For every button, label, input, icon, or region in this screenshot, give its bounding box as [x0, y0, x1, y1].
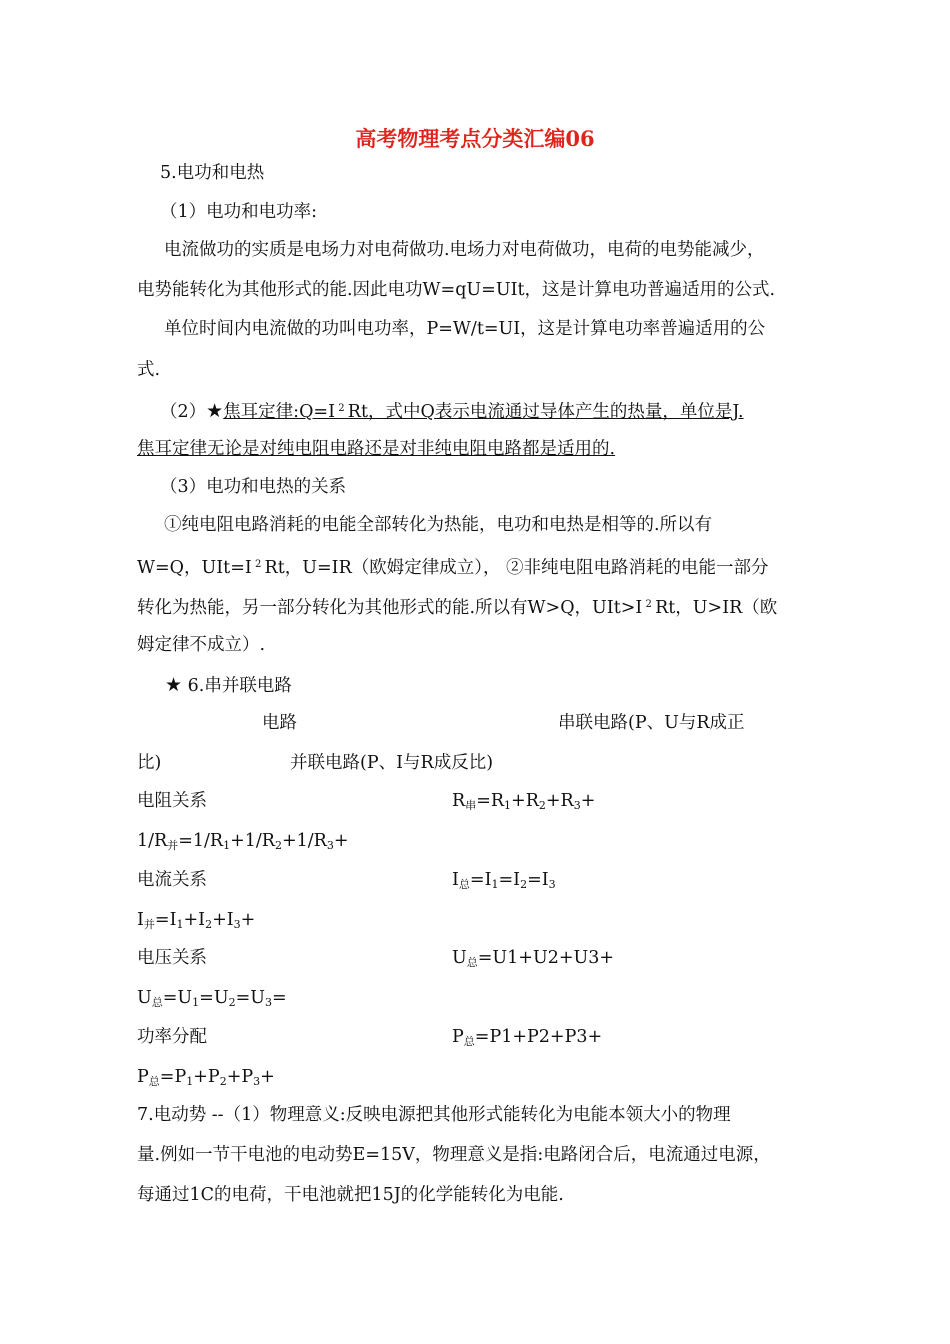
paragraph-line: 电流做功的实质是电场力对电荷做功.电场力对电荷做功，电荷的电势能减少，	[164, 240, 765, 260]
star-icon: ★	[165, 674, 183, 696]
joule-law-line	[160, 396, 744, 428]
joule-law-note: 焦耳定律无论是对纯电阻电路还是对非纯电阻电路都是适用的.	[137, 439, 616, 459]
subsection-3-heading: （3）电功和电热的关系	[160, 477, 347, 497]
row-label-voltage: 电压关系	[137, 948, 207, 968]
section-5-heading: 5.电功和电热	[160, 163, 265, 183]
paragraph-line: 电势能转化为其他形式的能.因此电功W=qU=UIt，这是计算电功普遍适用的公式.	[137, 280, 776, 300]
series-resistance-formula: $R_串=R_1+R_2+R_3+$	[452, 791, 596, 812]
table-header-series: 串联电路(P、U与R成正	[558, 713, 745, 733]
subsection-2-prefix: （2）	[160, 402, 207, 422]
section-6-heading: ★ 6.串并联电路	[165, 674, 292, 696]
row-label-current: 电流关系	[137, 870, 207, 890]
parallel-voltage-formula: $U_总=U_1=U_2=U_3=$	[137, 988, 287, 1009]
series-voltage-formula: $U_总=U1+U2+U3+$	[452, 948, 615, 969]
star-icon: ★	[206, 400, 224, 422]
parallel-power-formula: $P_总=P_1+P_2+P_3+$	[137, 1067, 275, 1088]
table-header-circuit: 电路	[262, 713, 297, 733]
parallel-current-formula: $I_并=I_1+I_2+I_3+$	[137, 910, 256, 931]
table-header-series-cont: 比)	[137, 753, 162, 773]
section-7-line: 7.电动势 --（1）物理意义:反映电源把其他形式能转化为电能本领大小的物理	[137, 1105, 731, 1125]
section-7-line: 每通过1C的电荷，干电池就把15J的化学能转化为电能.	[137, 1185, 564, 1205]
document-title: 高考物理考点分类汇编06	[355, 126, 595, 151]
subsection-1-heading: （1）电功和电功率:	[160, 202, 318, 222]
paragraph-line: 式.	[137, 360, 161, 380]
paragraph-line: 单位时间内电流做的功叫电功率，P=W/t=UI，这是计算电功率普遍适用的公	[164, 319, 766, 339]
series-power-formula: $P_总=P1+P2+P3+$	[452, 1027, 603, 1048]
section-7-line: 量.例如一节干电池的电动势E=15V，物理意义是指:电路闭合后，电流通过电源，	[137, 1145, 771, 1165]
paragraph-line: 转化为热能，另一部分转化为其他形式的能.所以有W>Q，UIt>I $^2$ Rt，U>IR（欧	[137, 598, 778, 618]
parallel-resistance-formula: $1/R_并=1/R_1+1/R_2+1/R_3+$	[137, 831, 349, 852]
series-current-formula: $I_总=I_1=I_2=I_3$	[452, 870, 556, 891]
row-label-resistance: 电阻关系	[137, 791, 207, 811]
joule-law-text: 焦耳定律:Q=I $^2$ Rt，式中Q表示电流通过导体产生的热量，单位是J.	[223, 402, 744, 422]
paragraph-line: ①纯电阻电路消耗的电能全部转化为热能，电功和电热是相等的.所以有	[164, 515, 713, 535]
paragraph-line: W=Q，UIt=I $^2$ Rt，U=IR（欧姆定律成立）， ②非纯电阻电路消耗的电能一部分	[137, 558, 769, 578]
table-header-parallel: 并联电路(P、I与R成反比)	[290, 753, 494, 773]
paragraph-line: 姆定律不成立）.	[137, 635, 266, 655]
row-label-power: 功率分配	[137, 1027, 207, 1047]
